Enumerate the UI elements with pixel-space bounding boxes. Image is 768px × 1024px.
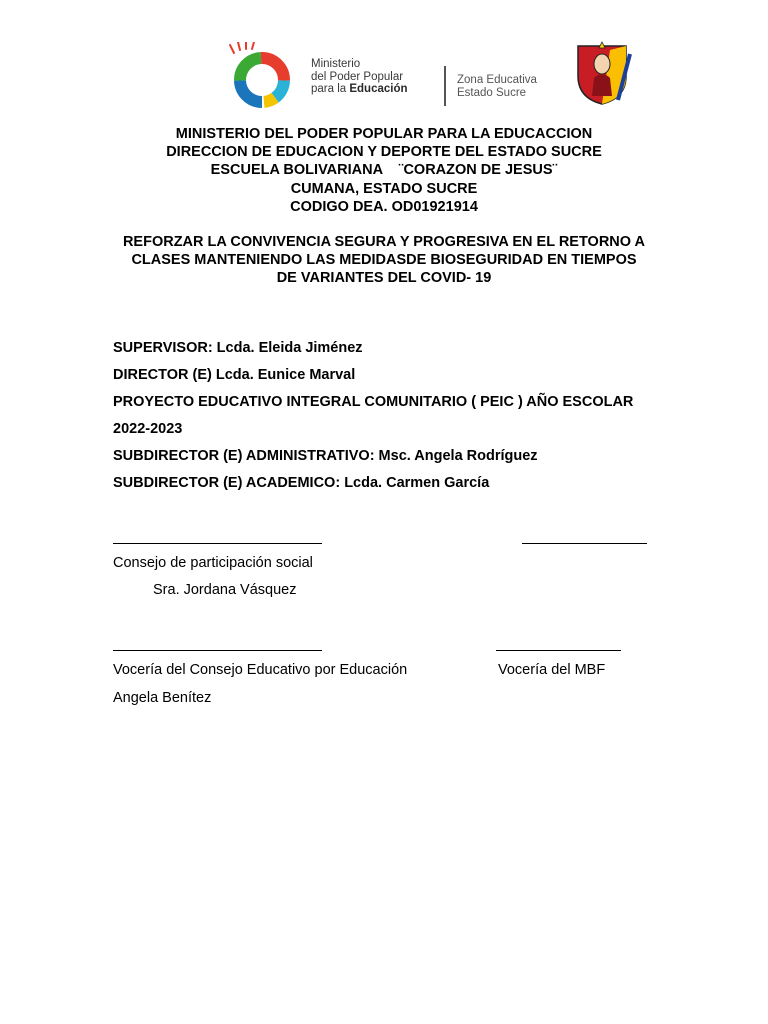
vocera-educacion-name: Angela Benítez xyxy=(113,690,212,706)
supervisor: SUPERVISOR: Lcda. Eleida Jiménez xyxy=(113,340,363,356)
ministry-logo-text xyxy=(311,58,408,96)
objective-line: REFORZAR LA CONVIVENCIA SEGURA Y PROGRESIVA EN EL RETORNO A xyxy=(122,234,646,250)
logo-divider xyxy=(444,66,446,106)
signature-line-vocera-educacion xyxy=(113,650,322,651)
signature-line-vocera-mbf xyxy=(496,650,621,651)
institution-line: MINISTERIO DEL PODER POPULAR PARA LA EDUCACCION xyxy=(175,126,593,142)
school-year: 2022-2023 xyxy=(113,421,183,437)
zona-educativa-text xyxy=(457,74,537,99)
subdirector-academico: SUBDIRECTOR (E) ACADEMICO: Lcda. Carmen García xyxy=(113,475,490,491)
institution-header xyxy=(80,125,688,216)
objective-line: DE VARIANTES DEL COVID- 19 xyxy=(276,270,492,287)
institution-line: ESCUELA BOLIVARIANA ¨CORAZON DE JESUS¨ xyxy=(210,162,558,179)
consejo-title: Consejo de participación social xyxy=(113,555,313,571)
signature-line-right-top xyxy=(522,543,647,544)
objective-line: CLASES MANTENIENDO LAS MEDIDASDE BIOSEGURIDAD EN TIEMPOS xyxy=(131,252,637,269)
vocera-mbf-title: Vocería del MBF xyxy=(498,662,606,678)
institution-line: CODIGO DEA. OD01921914 xyxy=(290,198,478,215)
objective-title xyxy=(80,233,688,288)
director: DIRECTOR (E) Lcda. Eunice Marval xyxy=(113,367,356,383)
signature-line-consejo xyxy=(113,543,322,544)
consejo-name: Sra. Jordana Vásquez xyxy=(153,582,297,598)
institution-line: DIRECCION DE EDUCACION Y DEPORTE DEL ESTADO SUCRE xyxy=(166,144,602,161)
ministry-line-2: del Poder Popular xyxy=(311,70,404,83)
zona-line-2: Estado Sucre xyxy=(457,86,527,99)
zona-line-1: Zona Educativa xyxy=(457,74,537,86)
ministry-line-1: Ministerio xyxy=(311,58,361,70)
project-title: PROYECTO EDUCATIVO INTEGRAL COMUNITARIO ( PEIC ) AÑO ESCOLAR xyxy=(113,394,634,410)
ministry-line-3: para la xyxy=(311,83,350,95)
ministry-line-3-bold: Educación xyxy=(349,83,408,95)
school-crest-icon xyxy=(572,40,632,106)
institution-line: CUMANA, ESTADO SUCRE xyxy=(290,180,478,197)
vocera-educacion-title: Vocería del Consejo Educativo por Educación xyxy=(113,662,408,678)
subdirector-administrativo: SUBDIRECTOR (E) ADMINISTRATIVO: Msc. Angela Rodríguez xyxy=(113,448,538,464)
ministry-logo xyxy=(218,42,306,108)
